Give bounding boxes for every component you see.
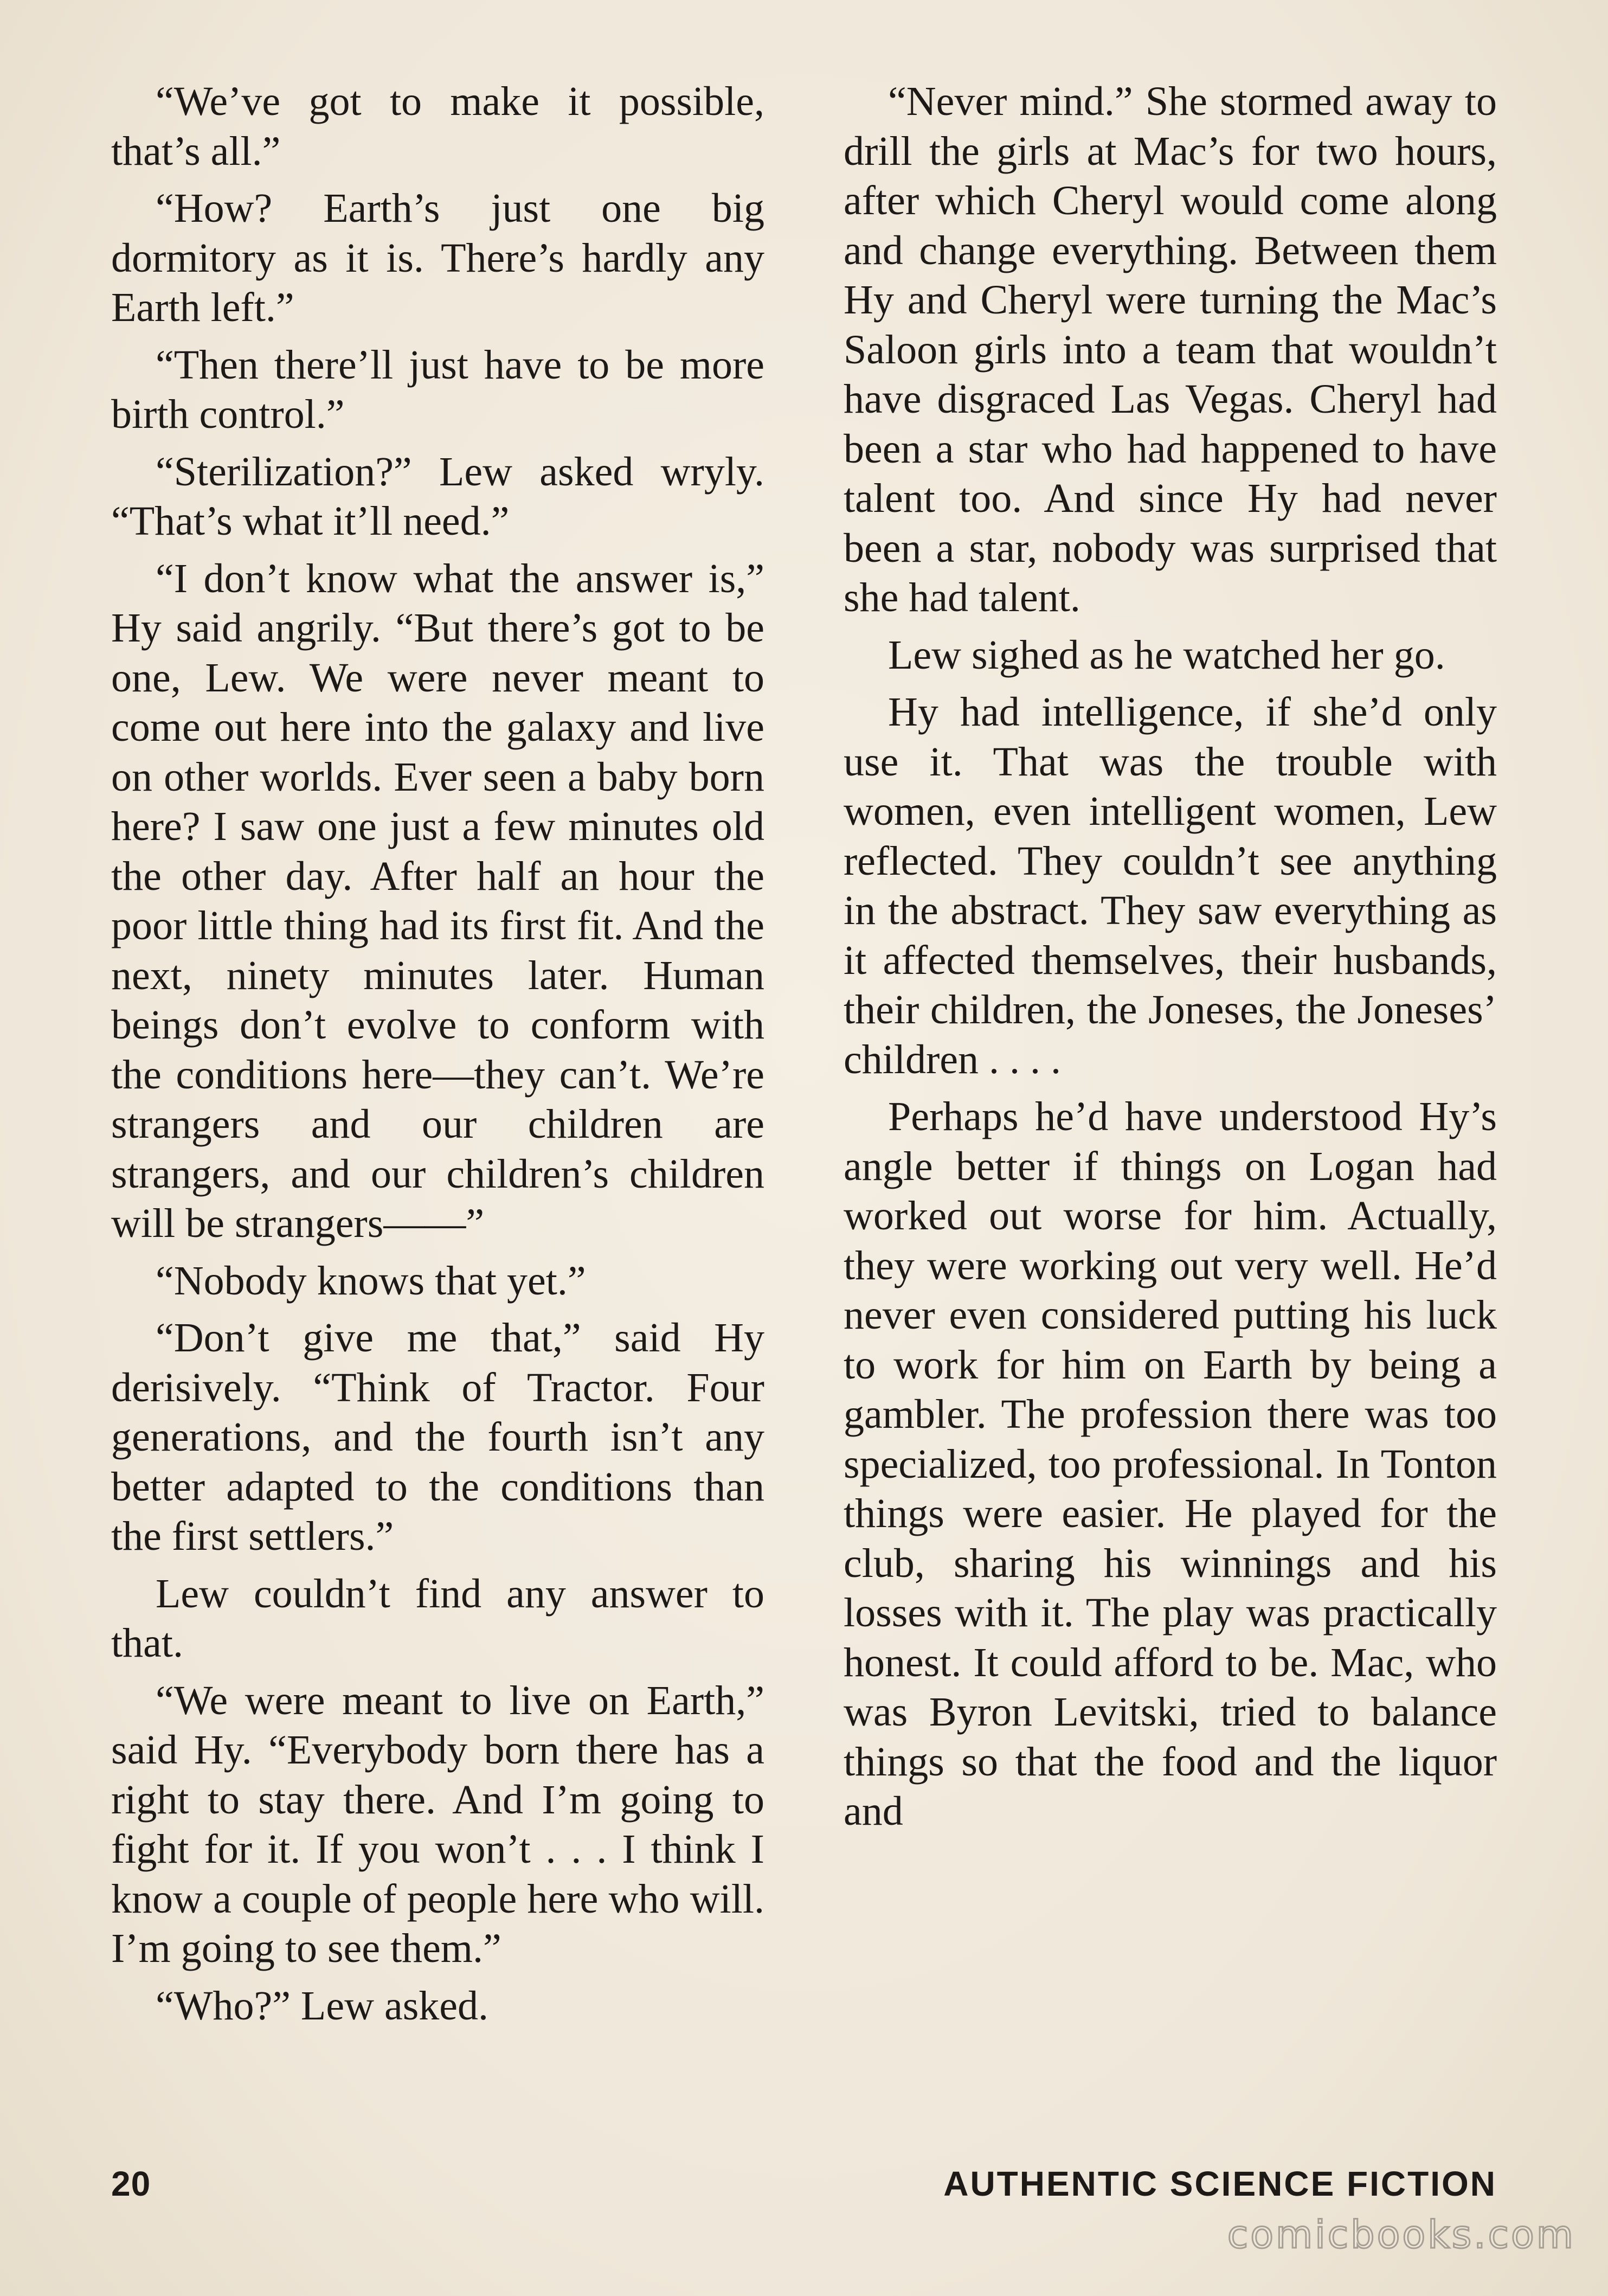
paragraph: “We’ve got to make it possible, that’s all.” — [111, 79, 764, 174]
paragraph: Lew sighed as he watched her go. — [888, 632, 1445, 678]
paragraph: Perhaps he’d have understood Hy’s angle better if things on Logan had worked out worse for him. Actually, they were working out very well. He’d never even considered putting his luck to work for him on Earth by being a gambler. The profession there was too specialized, too professional. In Tonton things were easier. He played for the club, sharing his winnings and his losses with it. The play was practically honest. It could afford to be. Mac, who was Byron Levitski, tried to balance things so that the food and the liquor and — [844, 1094, 1497, 1834]
paragraph: “I don’t know what the answer is,” Hy said angrily. “But there’s got to be one, Lew. We were never meant to come out here into the galaxy and live on other worlds. Ever seen a baby born here? I saw one just a few minutes old the other day. After half an hour the poor little thing had its first fit. And the next, ninety minutes later. Human beings don’t evolve to conform with the conditions here—they can’t. We’re strangers and our children are strangers, and our children’s children will be strangers——” — [111, 555, 764, 1246]
paragraph: “Then there’ll just have to be more birth control.” — [111, 342, 764, 437]
paragraph: “Who?” Lew asked. — [156, 1983, 489, 2029]
paragraph: Hy had intelligence, if she’d only use it. That was the trouble with women, even intelligent women, Lew reflected. They couldn’t see anything in the abstract. They saw everything as it affected themselves, their husbands, their children, the Joneses, the Joneses’ children . . . . — [844, 689, 1497, 1082]
paragraph: “Don’t give me that,” said Hy derisively. “Think of Tractor. Four generations, and the fourth isn’t any better adapted to the conditions than the first settlers.” — [111, 1315, 764, 1559]
paragraph: Lew couldn’t find any answer to that. — [111, 1570, 764, 1666]
left-text-column — [111, 77, 764, 2038]
paragraph: “Nobody knows that yet.” — [156, 1258, 586, 1304]
paragraph: “How? Earth’s just one big dormitory as it is. There’s hardly any Earth left.” — [111, 185, 764, 330]
paragraph: “Sterilization?” Lew asked wryly. “That’s what it’ll need.” — [111, 448, 764, 544]
watermark: comicbooks.com — [1227, 2212, 1575, 2257]
paragraph: “We were meant to live on Earth,” said Hy. “Everybody born there has a right to stay there. And I’m going to fight for it. If you won’t . . . I think I know a couple of people here who will. I’m going to see them.” — [111, 1677, 764, 1971]
paragraph: “Never mind.” She stormed away to drill the girls at Mac’s for two hours, after which Cheryl would come along and change everything. Between them Hy and Cheryl were turning the Mac’s Saloon girls into a team that wouldn’t have disgraced Las Vegas. Cheryl had been a star who had happened to have talent too. And since Hy had never been a star, nobody was surprised that she had talent. — [844, 79, 1497, 620]
right-text-column — [844, 77, 1497, 1844]
page-number: 20 — [111, 2164, 151, 2203]
running-title: AUTHENTIC SCIENCE FICTION — [943, 2164, 1497, 2203]
page-footer — [111, 2164, 1497, 2212]
